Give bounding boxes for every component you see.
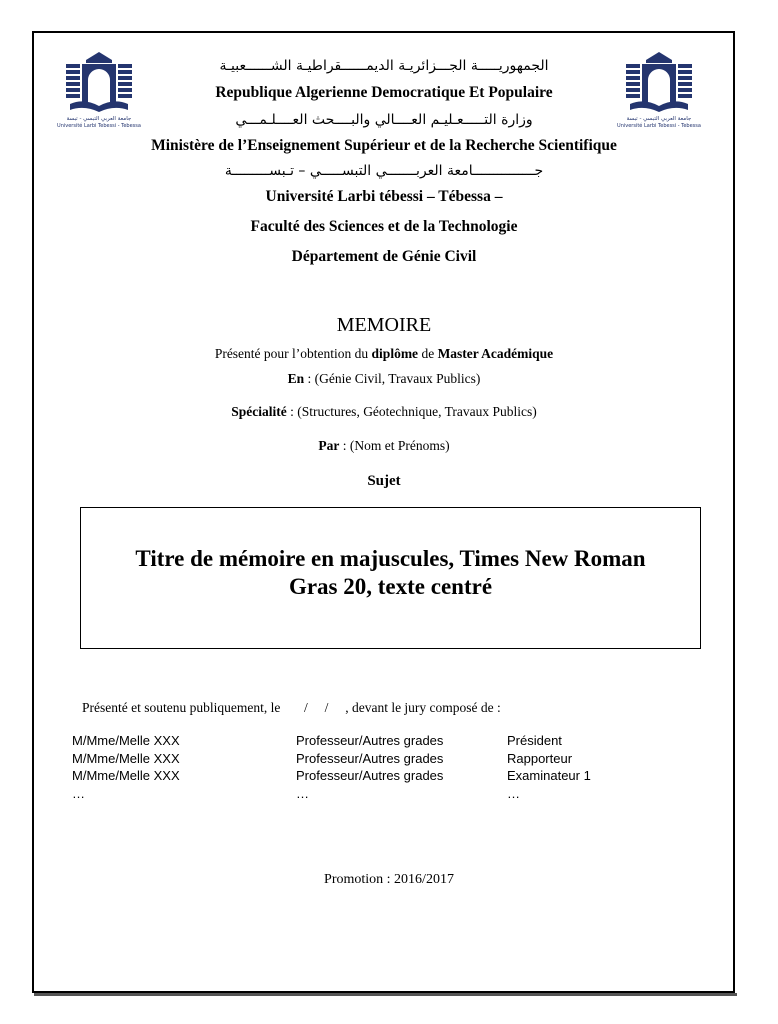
jury-member-role: Rapporteur <box>507 750 573 766</box>
memoire-heading: MEMOIRE <box>336 314 432 336</box>
par-value: : (Nom et Prénoms) <box>339 438 450 453</box>
en-label: En <box>287 371 305 386</box>
jury-table <box>72 733 632 803</box>
en-line <box>0 371 768 387</box>
republic-line: Republique Algerienne Democratique Et Populaire <box>215 84 553 101</box>
jury-member-grade: Professeur/Autres grades <box>296 768 444 783</box>
thesis-title-line-1: Titre de mémoire en majuscules, Times New Roman <box>135 546 646 571</box>
jury-member-grade: Professeur/Autres grades <box>296 750 444 766</box>
par-line <box>0 438 768 454</box>
presented-mid: de <box>418 346 438 361</box>
page-border-shadow <box>34 993 737 996</box>
logo-right-arabic-caption: جامعة العربي التبسي - تبسة <box>626 116 692 122</box>
jury-member-role: … <box>507 785 520 801</box>
subject-heading: Sujet <box>367 473 401 489</box>
jury-row <box>72 768 632 786</box>
speciality-line <box>0 404 768 420</box>
jury-member-role: Examinateur 1 <box>507 768 591 783</box>
promotion-line: Promotion : 2016/2017 <box>324 872 454 887</box>
thesis-title-line-2: Gras 20, texte centré <box>288 574 493 599</box>
department-line: Département de Génie Civil <box>291 248 477 265</box>
speciality-label: Spécialité <box>231 404 287 419</box>
jury-member-name: … <box>72 785 85 801</box>
defense-statement: Présenté et soutenu publiquement, le / / , devant le jury composé de : <box>82 700 501 715</box>
jury-row <box>72 786 632 804</box>
logo-left-arabic-caption: جامعة العربي التبسي - تبسة <box>66 116 132 122</box>
jury-member-role: Président <box>507 733 562 748</box>
jury-member-name: M/Mme/Melle XXX <box>72 750 180 766</box>
arabic-university-line: جـــــــــــــــامعة العربـــــــي التبســـــي – تـبســـــــــة <box>224 163 544 179</box>
jury-member-name: M/Mme/Melle XXX <box>72 768 180 783</box>
presented-for-line <box>0 346 768 362</box>
logo-right-latin-caption: Université Larbi Tebessi - Tebessa <box>617 123 701 129</box>
jury-member-name: M/Mme/Melle XXX <box>72 733 180 748</box>
speciality-value: : (Structures, Géotechnique, Travaux Publics) <box>286 404 537 419</box>
faculty-line: Faculté des Sciences et de la Technologie <box>250 218 518 235</box>
arabic-republic-line: الجمهوريـــــة الجـــزائريـة الديمــــــقراطيـة الشــــــعبيـة <box>219 58 549 74</box>
university-line: Université Larbi tébessi – Tébessa – <box>265 188 503 205</box>
jury-row <box>72 733 632 751</box>
presented-prefix: Présenté pour l’obtention du <box>214 346 372 361</box>
thesis-title-box <box>80 507 701 649</box>
en-value: : (Génie Civil, Travaux Publics) <box>304 371 481 386</box>
par-label: Par <box>318 438 340 453</box>
jury-member-grade: Professeur/Autres grades <box>296 733 444 748</box>
thesis-title <box>81 545 700 601</box>
arabic-ministry-line: وزارة التـــــعـليـم العــــالي والبــــحث العــــلـمـــي <box>235 112 533 128</box>
jury-member-grade: … <box>296 785 309 801</box>
presented-master: Master Académique <box>437 346 554 361</box>
logo-left-latin-caption: Université Larbi Tebessi - Tebessa <box>57 123 141 129</box>
jury-row <box>72 751 632 769</box>
presented-diploma: diplôme <box>371 346 419 361</box>
ministry-line: Ministère de l’Enseignement Supérieur et de la Recherche Scientifique <box>151 137 617 154</box>
